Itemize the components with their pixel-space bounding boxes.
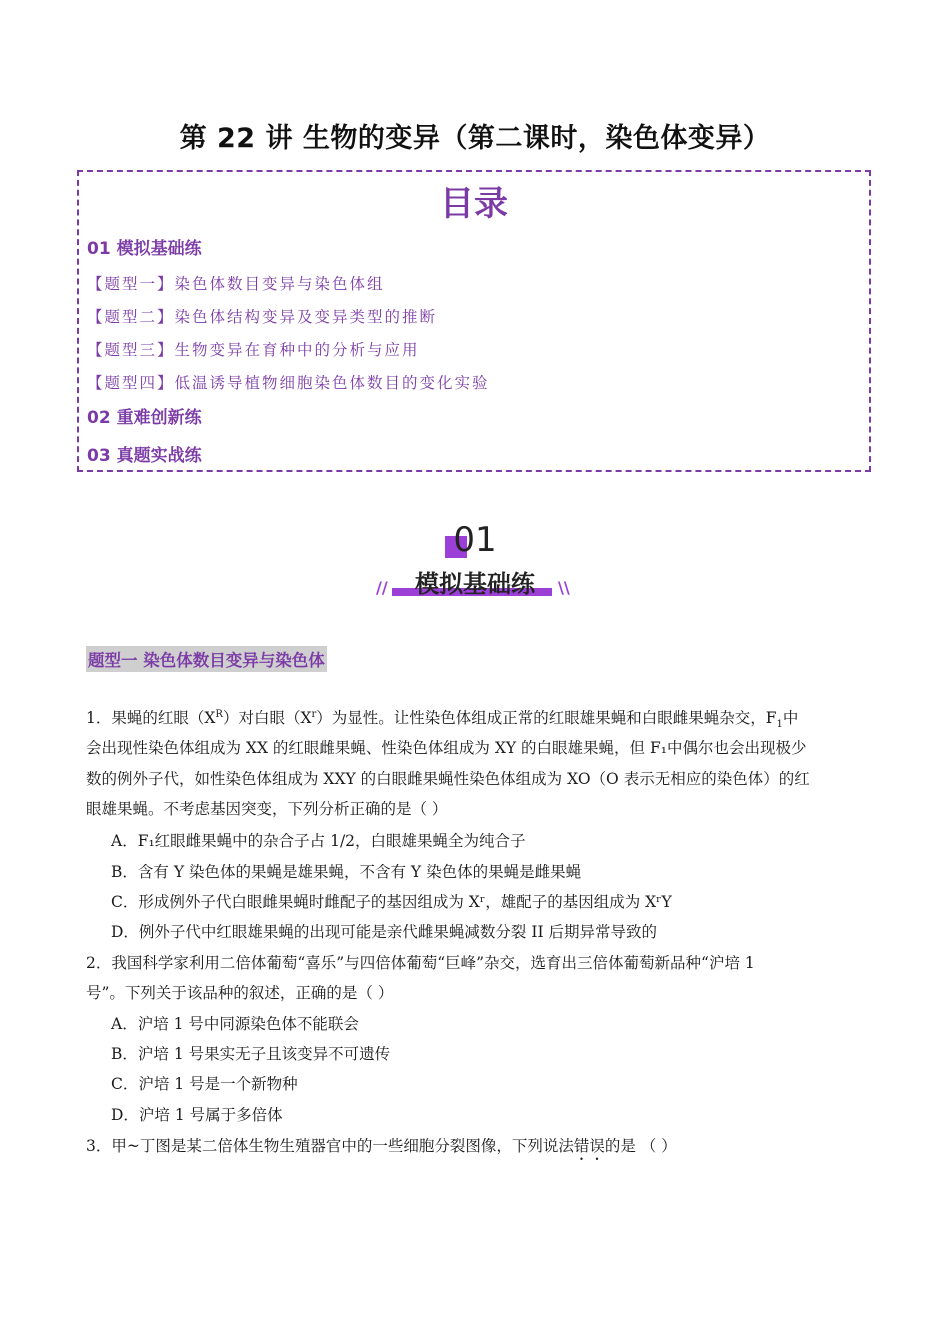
- q1-line-1: 1．果蝇的红眼$(X^R)$对白眼$(X^r)$为显性。让性染色体组成正常的红眼雄果蝇和白眼雌果蝇杂交，$F_1$中: [86, 708, 799, 731]
- toc-item-type1[interactable]: 【题型一】染色体数目变异与染色体组: [87, 275, 385, 293]
- q1-option-b: B．含有 Y 染色体的果蝇是雄果蝇，不含有 Y 染色体的果蝇是雌果蝇: [111, 863, 582, 881]
- q1-option-a: A．F₁红眼雌果蝇中的杂合子占 1/2，白眼雄果蝇全为纯合子: [111, 832, 526, 850]
- toc-item-type4[interactable]: 【题型四】低温诱导植物细胞染色体数目的变化实验: [87, 374, 490, 392]
- toc-section-3[interactable]: 03 真题实战练: [87, 446, 202, 466]
- toc-item-type3[interactable]: 【题型三】生物变异在育种中的分析与应用: [87, 341, 420, 359]
- q1-line-3: 数的例外子代，如性染色体组成为 XXY 的白眼雌果蝇性染色体组成为 XO（O 表示无相应的染色体）的红: [86, 770, 810, 788]
- q2-option-b: B．沪培 1 号果实无子且该变异不可遗传: [111, 1045, 391, 1063]
- badge-left-deco: //: [376, 578, 388, 597]
- toc-heading: 目录: [440, 184, 508, 224]
- q2-option-a: A．沪培 1 号中同源染色体不能联会: [111, 1015, 359, 1033]
- q1-line-4: 眼雄果蝇。不考虑基因突变，下列分析正确的是（ ）: [86, 800, 448, 818]
- section-badge: [0, 520, 950, 600]
- table-of-contents: [77, 170, 871, 472]
- q1-line-2: 会出现性染色体组成为 XX 的红眼雌果蝇、性染色体组成为 XY 的白眼雄果蝇，但 F₁中偶尔也会出现极少: [86, 739, 807, 757]
- q2-line-1: 2．我国科学家利用二倍体葡萄“喜乐”与四倍体葡萄“巨峰”杂交，选育出三倍体葡萄新品种“沪培 1: [86, 954, 755, 972]
- q2-line-2: 号”。下列关于该品种的叙述，正确的是（ ）: [86, 984, 394, 1002]
- badge-number: 01: [453, 520, 497, 560]
- q2-option-c: C．沪培 1 号是一个新物种: [111, 1075, 298, 1093]
- q3-emphasis: 错误: [573, 1137, 605, 1155]
- q1-option-d: D．例外子代中红眼雄果蝇的出现可能是亲代雌果蝇减数分裂 II 后期异常导致的: [111, 923, 658, 941]
- badge-label: 模拟基础练: [415, 570, 535, 598]
- q3-suffix: 的是 （ ）: [604, 1137, 677, 1155]
- badge-right-deco: \\: [558, 578, 570, 597]
- page-title: 第 22 讲 生物的变异（第二课时，染色体变异）: [179, 123, 771, 154]
- toc-section-1[interactable]: 01 模拟基础练: [87, 239, 202, 259]
- toc-section-2[interactable]: 02 重难创新练: [87, 408, 202, 428]
- q1-option-c: C．形成例外子代白眼雌果蝇时雌配子的基因组成为 Xʳ，雄配子的基因组成为 XʳY: [111, 893, 672, 911]
- q2-option-d: D．沪培 1 号属于多倍体: [111, 1106, 283, 1124]
- toc-item-type2[interactable]: 【题型二】染色体结构变异及变异类型的推断: [87, 308, 438, 326]
- question-type-heading: 题型一 染色体数目变异与染色体: [86, 646, 327, 672]
- q3-stem: [86, 1134, 677, 1164]
- q3-prefix: 3．甲~丁图是某二倍体生物生殖器官中的一些细胞分裂图像，下列说法: [86, 1137, 574, 1155]
